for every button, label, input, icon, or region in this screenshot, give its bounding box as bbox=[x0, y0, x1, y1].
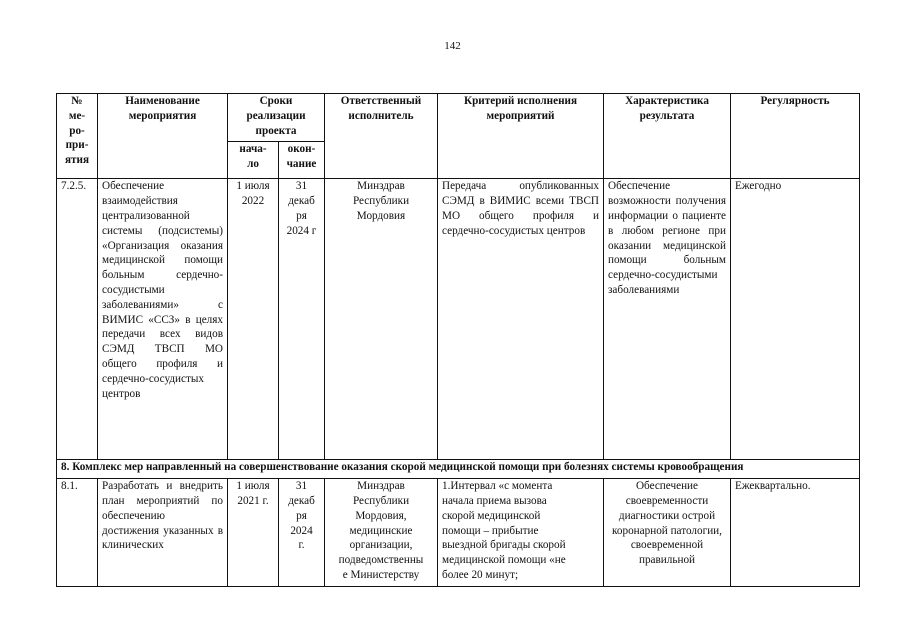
measures-table bbox=[56, 93, 860, 587]
header-terms: Сроки реализации проекта bbox=[228, 94, 325, 142]
header-start: нача- ло bbox=[228, 142, 279, 179]
page-number: 142 bbox=[444, 40, 461, 52]
row-criterion: Передача опубликованных СЭМД в ВИМИС всеми ТВСП МО общего профиля и сердечно-сосудистых центров bbox=[438, 179, 604, 460]
header-result: Характеристика результата bbox=[604, 94, 731, 179]
table-row bbox=[57, 179, 860, 460]
row-regularity: Ежеквартально. bbox=[731, 479, 860, 587]
row-end: 31 декаб ря 2024 г bbox=[279, 179, 325, 460]
row-criterion: 1.Интервал «с момента начала приема вызова скорой медицинской помощи – прибытие выездной бригады скорой медицинской помощи «не более 20 минут; bbox=[438, 479, 604, 587]
row-num: 8.1. bbox=[57, 479, 98, 587]
header-criterion: Критерий исполнения мероприятий bbox=[438, 94, 604, 179]
header-executor: Ответственный исполнитель bbox=[325, 94, 438, 179]
header-regularity: Регулярность bbox=[731, 94, 860, 179]
row-start: 1 июля 2022 bbox=[228, 179, 279, 460]
row-result: Обеспечение возможности получения информации о пациенте в любом регионе при оказании медицинской помощи больным сердечно-сосудистыми заболеваниями bbox=[604, 179, 731, 460]
row-regularity: Ежегодно bbox=[731, 179, 860, 460]
header-num: № ме- ро- при- ятия bbox=[57, 94, 98, 179]
row-start: 1 июля 2021 г. bbox=[228, 479, 279, 587]
row-executor: Минздрав Республики Мордовия bbox=[325, 179, 438, 460]
row-executor: Минздрав Республики Мордовия, медицинские организации, подведомственны е Министерству bbox=[325, 479, 438, 587]
header-end: окон- чание bbox=[279, 142, 325, 179]
row-result: Обеспечение своевременности диагностики острой коронарной патологии, своевременной правильной bbox=[604, 479, 731, 587]
row-end: 31 декаб ря 2024 г. bbox=[279, 479, 325, 587]
row-name: Разработать и внедрить план мероприятий по обеспечению достижения указанных в клинических bbox=[98, 479, 228, 587]
row-num: 7.2.5. bbox=[57, 179, 98, 460]
header-name: Наименование мероприятия bbox=[98, 94, 228, 179]
row-name: Обеспечение взаимодействия централизованной системы (подсистемы) «Организация оказания медицинской помощи больным сердечно-сосудистыми заболеваниями» с ВИМИС «ССЗ» в целях передачи всех видов СЭМД ТВСП МО общего профиля и сердечно-сосудистых центров bbox=[98, 179, 228, 460]
section-heading: 8. Комплекс мер направленный на совершенствование оказания скорой медицинской помощи при болезнях системы кровообращения bbox=[57, 460, 860, 479]
table-row bbox=[57, 479, 860, 587]
